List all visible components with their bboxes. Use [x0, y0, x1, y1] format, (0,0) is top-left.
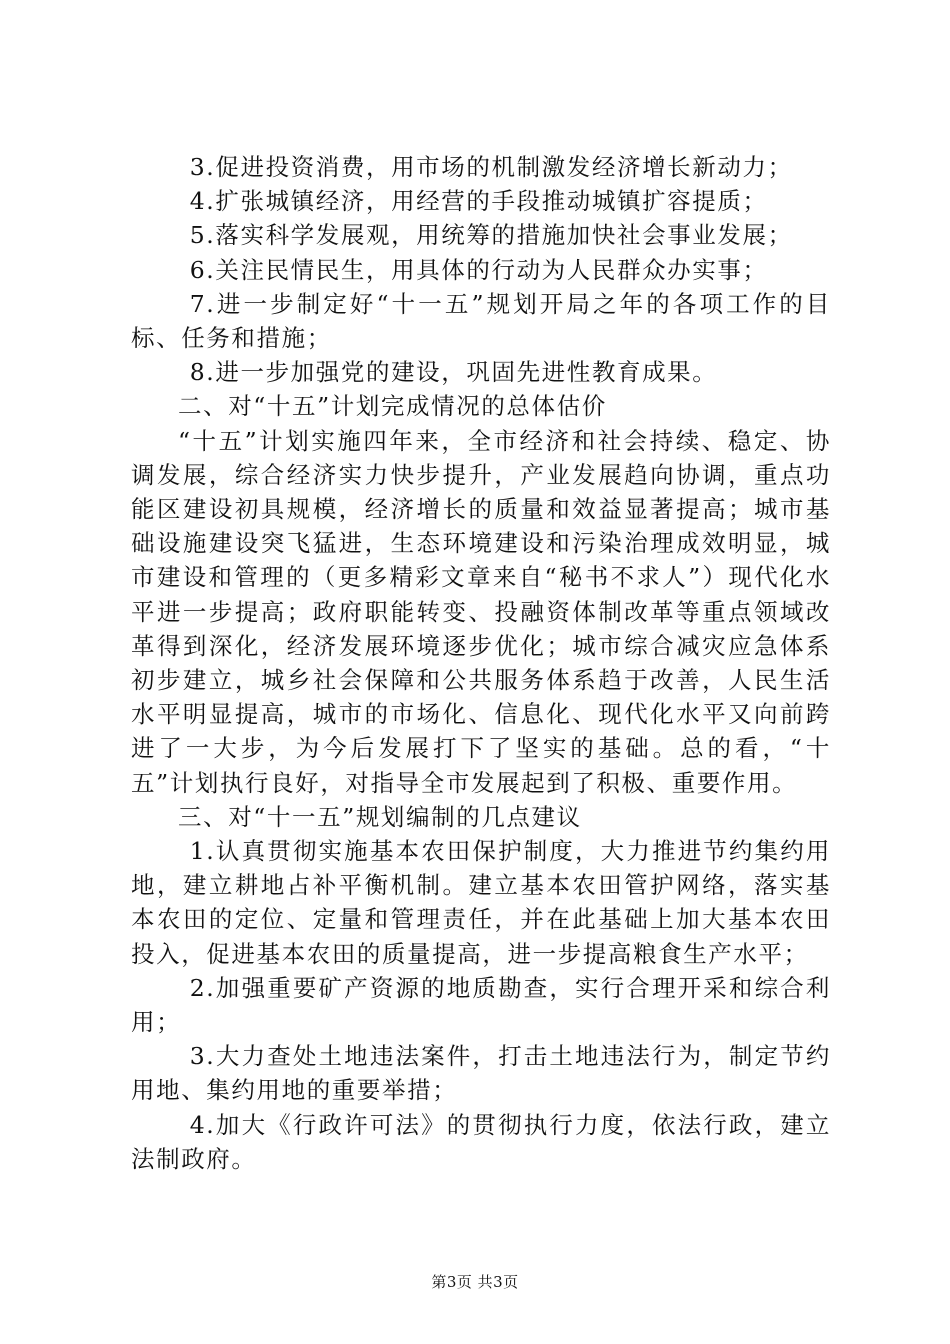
- section-heading-2: 二、对“十五”计划完成情况的总体估价: [178, 392, 607, 421]
- list-item-5: 5.落实科学发展观，用统筹的措施加快社会事业发展；: [189, 221, 793, 250]
- list-item-3: 3.促进投资消费，用市场的机制激发经济增长新动力；: [189, 153, 793, 181]
- list-item-8: 8.进一步加强党的建设，巩固先进性教育成果。: [189, 358, 718, 387]
- section-heading-3: 三、对“十一五”规划编制的几点建议: [178, 802, 582, 831]
- document-body: [131, 150, 831, 1176]
- body-paragraph: “十五”计划实施四年来，全市经济和社会持续、稳定、协调发展，综合经济实力快步提升，产业发展趋向协调，重点功能区建设初具规模，经济增长的质量和效益显著提高；城市基础设施建设突飞猛进，生态环境建设和污染治理成效明显，城市建设和管理的（更多精彩文章来自“秘书不求人”）现代化水平进一步提高；政府职能转变、投融资体制改革等重点领域改革得到深化，经济发展环境逐步优化；城市综合减灾应急体系初步建立，城乡社会保障和公共服务体系趋于改善，人民生活水平明显提高，城市的市场化、信息化、现代化水平又向前跨进了一大步，为今后发展打下了坚实的基础。总的看，“十五”计划执行良好，对指导全市发展起到了积极、重要作用。: [131, 426, 831, 797]
- suggestion-4: 4.加大《行政许可法》的贯彻执行力度，依法行政，建立法制政府。: [131, 1110, 831, 1173]
- list-item-7: 7.进一步制定好“十一五”规划开局之年的各项工作的目标、任务和措施；: [131, 289, 831, 353]
- list-item-6: 6.关注民情民生，用具体的行动为人民群众办实事；: [189, 255, 768, 284]
- suggestion-3: 3.大力查处土地违法案件，打击土地违法行为，制定节约用地、集约用地的重要举措；: [131, 1042, 831, 1105]
- page-footer: 第3页 共3页: [431, 1273, 519, 1291]
- suggestion-2: 2.加强重要矿产资源的地质勘查，实行合理开采和综合利用；: [131, 973, 831, 1037]
- suggestion-1: 1.认真贯彻实施基本农田保护制度，大力推进节约集约用地，建立耕地占补平衡机制。建立基本农田管护网络，落实基本农田的定位、定量和管理责任，并在此基础上加大基本农田投入，促进基本农田的质量提高，进一步提高粮食生产水平；: [131, 837, 831, 968]
- list-item-4: 4.扩张城镇经济，用经营的手段推动城镇扩容提质；: [189, 187, 768, 216]
